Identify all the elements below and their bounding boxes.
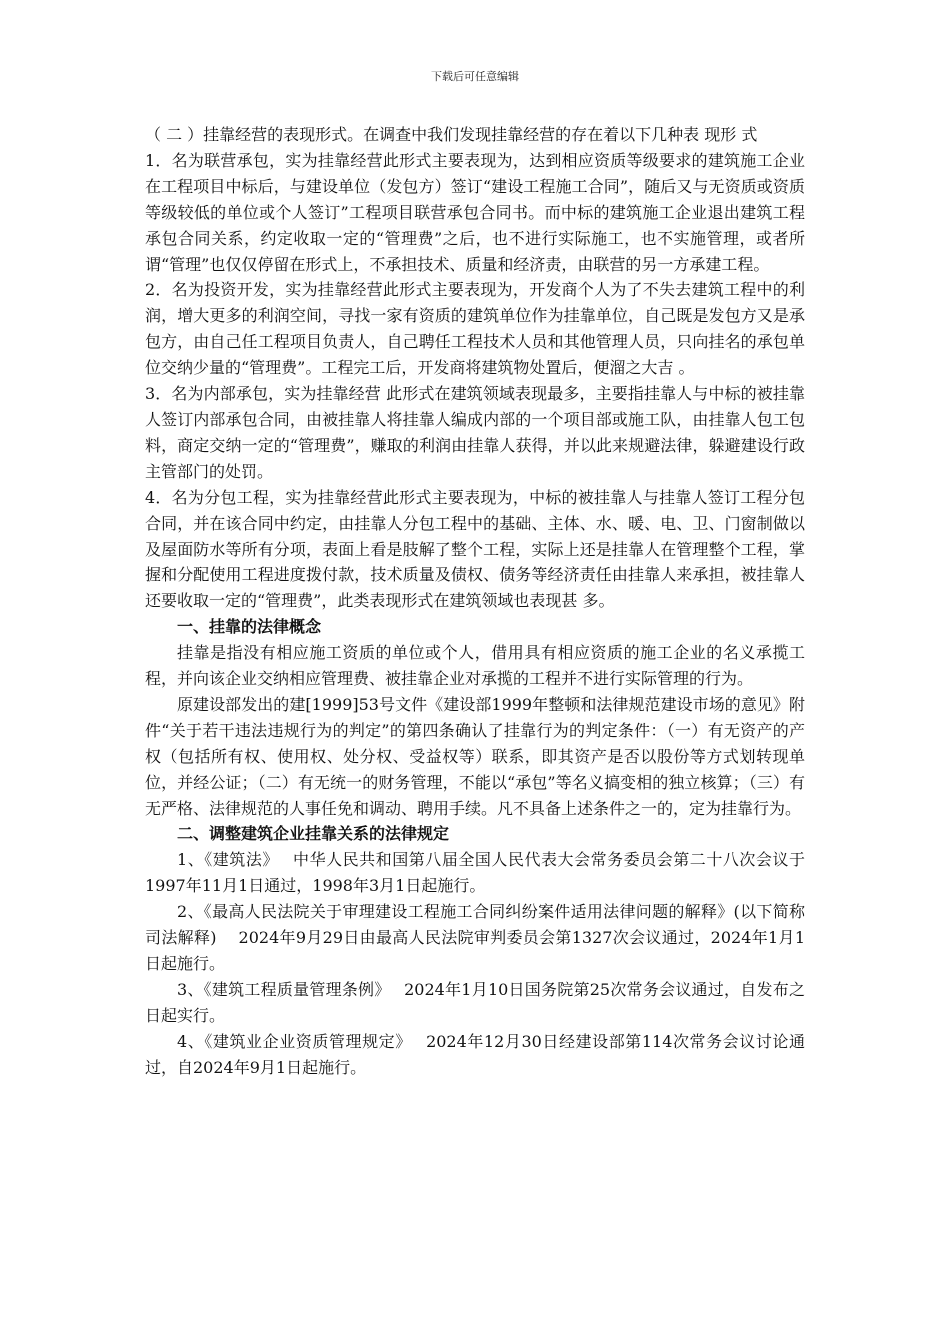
paragraph-definition: 挂靠是指没有相应施工资质的单位或个人，借用具有相应资质的施工企业的名义承揽工程，并向该企业交纳相应管理费、被挂靠企业对承揽的工程并不进行实际管理的行为。 <box>145 643 805 689</box>
page-header: 下载后可任意编辑 <box>431 70 519 83</box>
paragraph-law-3: 3、《建筑工程质量管理条例》 2024年1月10日国务院第25次常务会议通过，自发布之日起实行。 <box>145 979 805 1025</box>
section-heading-2: 二、调整建筑企业挂靠关系的法律规定 <box>177 824 450 844</box>
paragraph-item-4: 4．名为分包工程，实为挂靠经营此形式主要表现为，中标的被挂靠人与挂靠人签订工程分包合同，并在该合同中约定，由挂靠人分包工程中的基础、主体、水、暖、电、卫、门窗制做以及屋面防水等所有分项，表面上看是肢解了整个工程，实际上还是挂靠人在管理整个工程，掌握和分配使用工程进度拨付款，技术质量及债权、债务等经济责任由挂靠人来承担，被挂靠人还要收取一定的“管理费”，此类表现形式在建筑领域也表现甚 多。 <box>145 487 805 611</box>
paragraph-forms-intro: （ 二 ）挂靠经营的表现形式。在调查中我们发现挂靠经营的存在着以下几种表 现形 式 <box>145 125 758 144</box>
paragraph-law-1: 1、《建筑法》 中华人民共和国第八届全国人民代表大会常务委员会第二十八次会议于1997年11月1日通过，1998年3月1日起施行。 <box>145 850 805 896</box>
paragraph-item-2: 2．名为投资开发，实为挂靠经营此形式主要表现为，开发商个人为了不失去建筑工程中的利润，增大更多的利润空间，寻找一家有资质的建筑单位作为挂靠单位，自己既是发包方又是承包方，由自己任工程项目负责人，自己聘任工程技术人员和其他管理人员，只向挂名的承包单位交纳少量的“管理费”。工程完工后，开发商将建筑物处置后，便溜之大吉 。 <box>145 280 805 378</box>
paragraph-item-1: 1．名为联营承包，实为挂靠经营此形式主要表现为，达到相应资质等级要求的建筑施工企业在工程项目中标后，与建设单位（发包方）签订“建设工程施工合同”，随后又与无资质或资质等级较低的单位或个人签订”工程项目联营承包合同书。而中标的建筑施工企业退出建筑工程承包合同关系，约定收取一定的“管理费”之后，也不进行实际施工，也不实施管理，或者所谓“管理”也仅仅停留在形式上，不承担技术、质量和经济责，由联营的另一方承建工程。 <box>145 150 805 274</box>
section-heading-1: 一、挂靠的法律概念 <box>177 617 322 637</box>
paragraph-item-3: 3．名为内部承包，实为挂靠经营 此形式在建筑领域表现最多，主要指挂靠人与中标的被挂靠人签订内部承包合同，由被挂靠人将挂靠人编成内部的一个项目部或施工队，由挂靠人包工包料，商定交纳一定的“管理费”，赚取的利润由挂靠人获得，并以此来规避法律，躲避建设行政主管部门的处罚。 <box>145 384 805 481</box>
paragraph-law-4: 4、《建筑业企业资质管理规定》 2024年12月30日经建设部第114次常务会议讨论通过，自2024年9月1日起施行。 <box>145 1031 805 1077</box>
paragraph-law-2: 2、《最高人民法院关于审理建设工程施工合同纠纷案件适用法律问题的解释》(以下简称司法解释) 2024年9月29日由最高人民法院审判委员会第1327次会议通过，2024年1月1日起施行。 <box>145 902 805 973</box>
document-body <box>145 122 805 1081</box>
paragraph-criteria: 原建设部发出的建[1999]53号文件《建设部1999年整顿和法律规范建设市场的意见》附件“关于若干违法违规行为的判定”的第四条确认了挂靠行为的判定条件：（一）有无资产的产权（包括所有权、使用权、处分权、受益权等）联系，即其资产是否以股份等方式划转现单位，并经公证；（二）有无统一的财务管理，不能以“承包”等名义搞变相的独立核算；（三）有无严格、法律规范的人事任免和调动、聘用手续。凡不具备上述条件之一的，定为挂靠行为。 <box>145 694 805 818</box>
